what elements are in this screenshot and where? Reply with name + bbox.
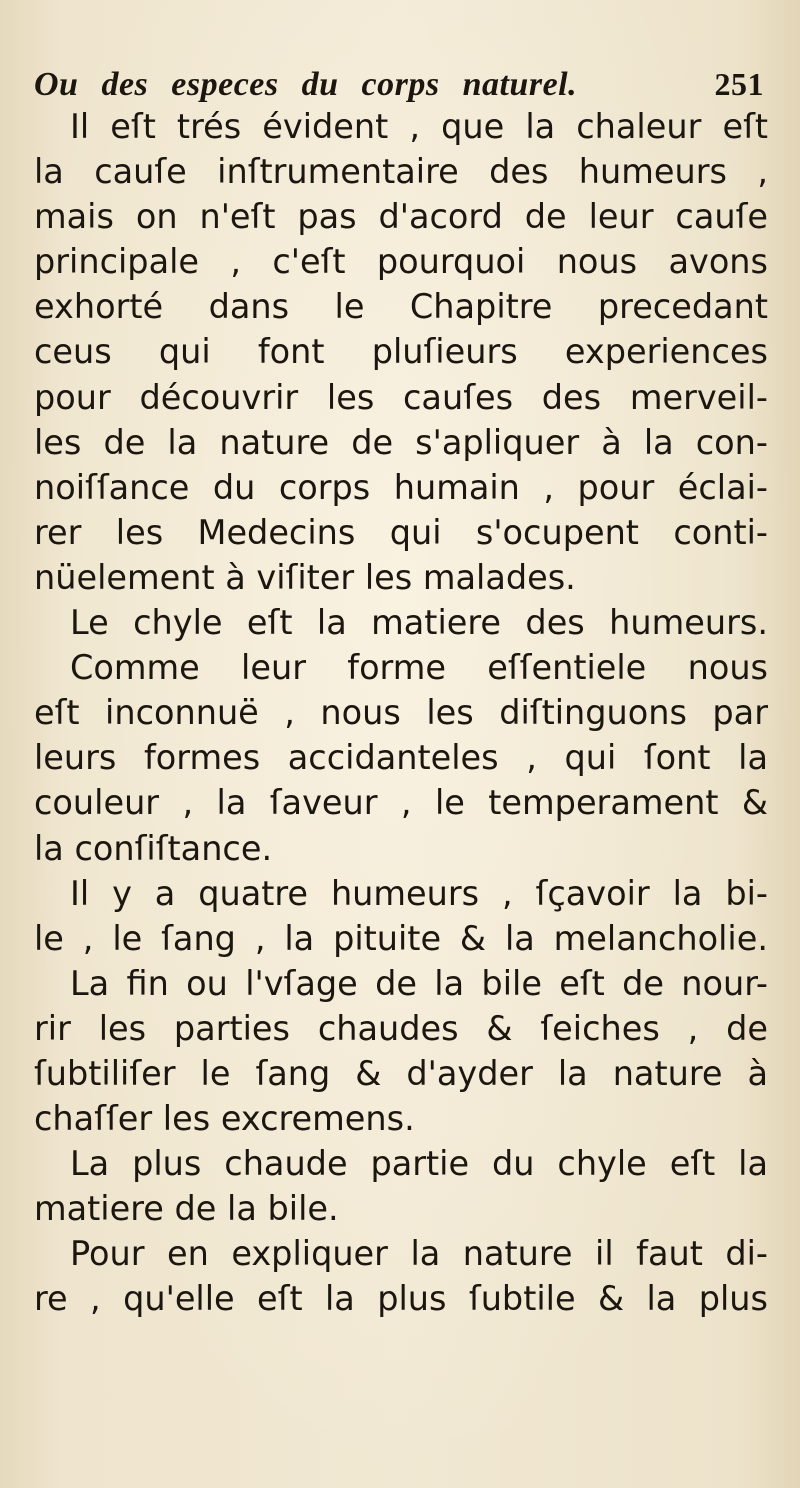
text-line: exhorté dans le Chapitre precedant bbox=[34, 287, 768, 327]
text-line: Pour en expliquer la nature il faut di- bbox=[70, 1234, 768, 1274]
text-line: la conſiſtance. bbox=[34, 828, 273, 868]
text-line: pour découvrir les cauſes des merveil- bbox=[34, 377, 768, 417]
text-line: matiere de la bile. bbox=[34, 1189, 339, 1229]
text-line: eſt inconnuë , nous les diſtinguons par bbox=[34, 693, 768, 733]
text-line: Comme leur forme eſſentiele nous bbox=[70, 648, 768, 688]
text-line: leurs formes accidanteles , qui ſont la bbox=[34, 738, 768, 778]
text-line: le , le ſang , la pituite & la melancholie. bbox=[34, 918, 768, 958]
text-line: re , qu'elle eſt la plus ſubtile & la plus bbox=[34, 1279, 768, 1319]
text-line: couleur , la ſaveur , le temperament & bbox=[34, 783, 768, 823]
text-line: chaſſer les excremens. bbox=[34, 1099, 415, 1139]
text-line: noiſſance du corps humain , pour éclai- bbox=[34, 467, 768, 507]
text-line: principale , c'eſt pourquoi nous avons bbox=[34, 242, 768, 282]
body-text bbox=[34, 104, 768, 1322]
text-line: rer les Medecins qui s'ocupent conti- bbox=[34, 512, 768, 552]
page-number: 251 bbox=[714, 66, 764, 102]
text-line: La fin ou l'vſage de la bile eſt de nour- bbox=[70, 963, 768, 1003]
running-head bbox=[34, 66, 768, 106]
text-line: les de la nature de s'apliquer à la con- bbox=[34, 422, 768, 462]
text-line: Il eſt trés évident , que la chaleur eſt bbox=[70, 107, 768, 146]
running-title: Ou des especes du corps naturel. bbox=[34, 66, 578, 103]
text-line: ſubtiliſer le ſang & d'ayder la nature à bbox=[34, 1053, 768, 1093]
text-line: ceus qui font pluſieurs experiences bbox=[34, 332, 768, 372]
text-line: La plus chaude partie du chyle eſt la bbox=[70, 1144, 768, 1184]
text-line: Il y a quatre humeurs , ſçavoir la bi- bbox=[70, 873, 768, 913]
text-line: rir les parties chaudes & ſeiches , de bbox=[34, 1008, 768, 1048]
text-line: la cauſe inſtrumentaire des humeurs , bbox=[34, 152, 768, 192]
text-line: mais on n'eſt pas d'acord de leur cauſe bbox=[34, 197, 768, 237]
text-line: Le chyle eſt la matiere des humeurs. bbox=[70, 603, 768, 643]
text-line: nüelement à viſiter les malades. bbox=[34, 557, 576, 597]
